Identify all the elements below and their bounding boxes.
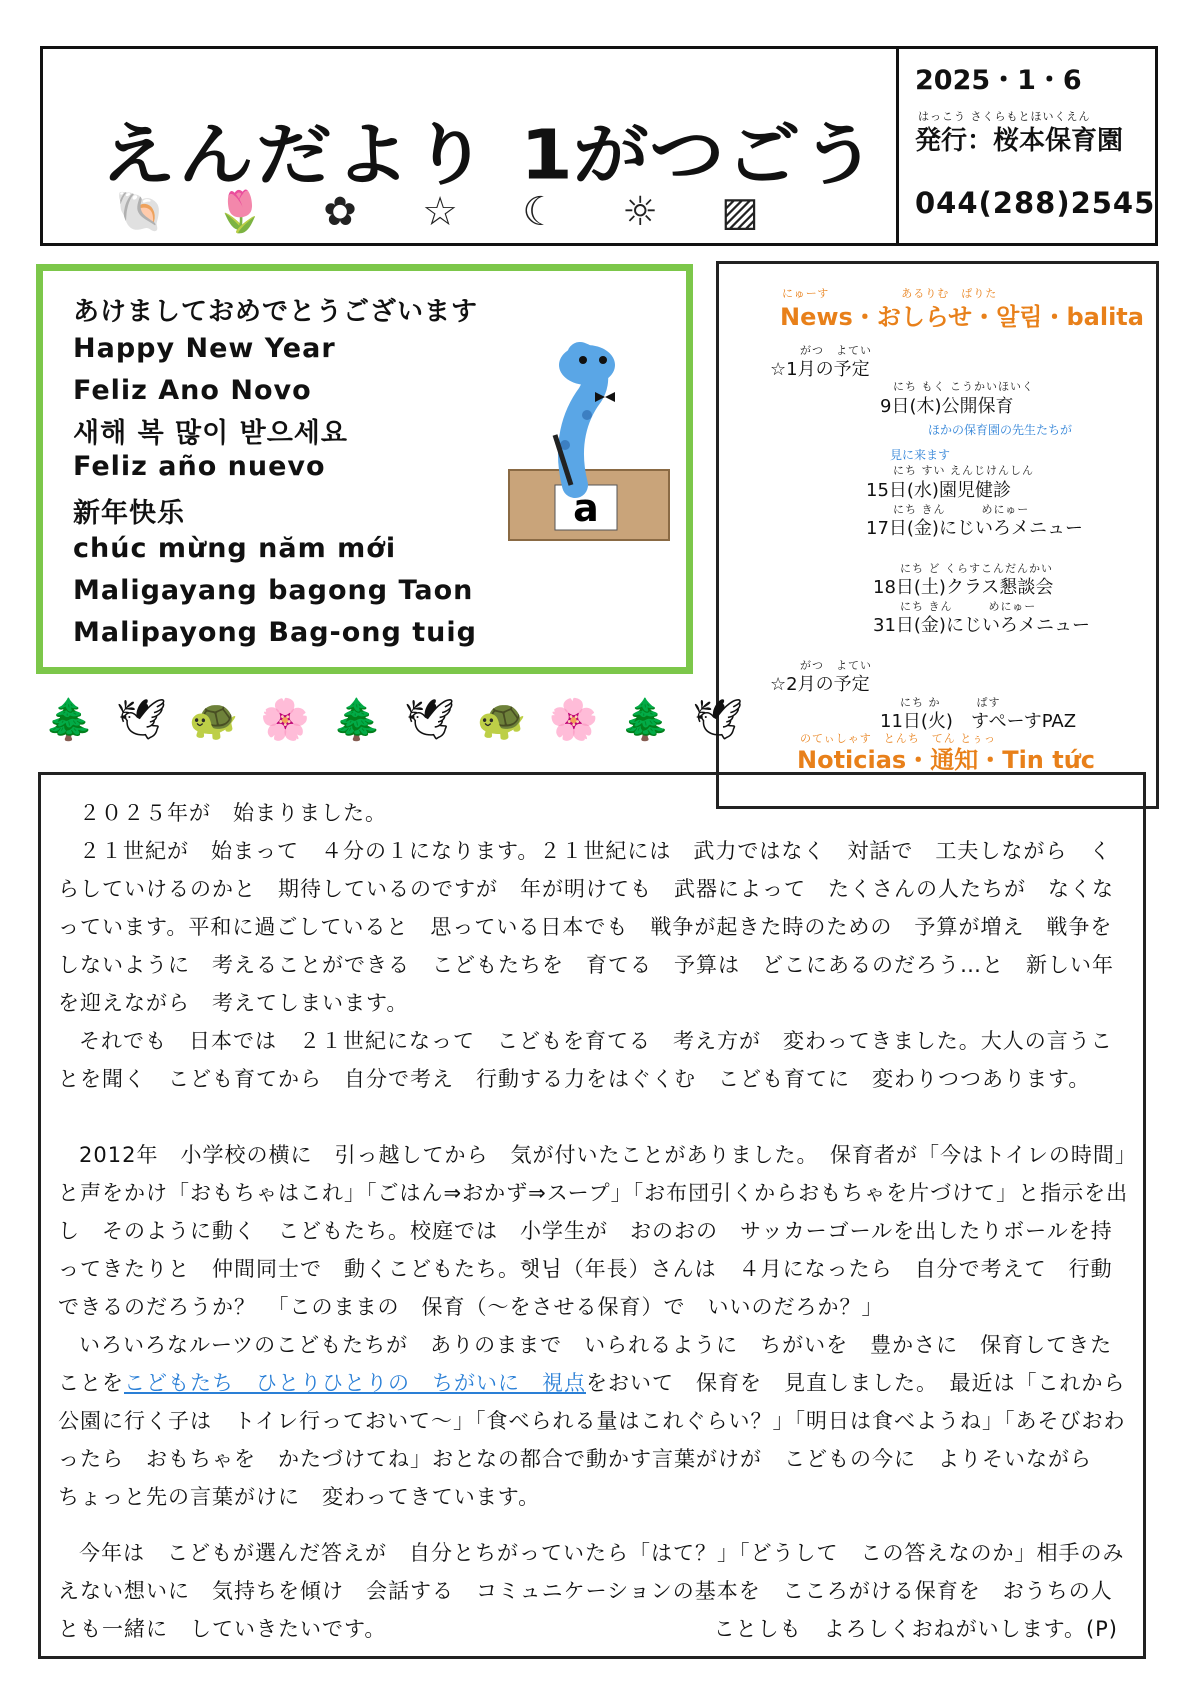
- news-heading: News・おしらせ・알림・balita: [780, 303, 1144, 331]
- schedule-item-ruby: にち もく こうかいほいく: [893, 380, 1034, 393]
- pine-icon: 🌲: [620, 697, 671, 743]
- article-text: をおいて 保育を 見直しました。 最近は「これから 公園に行く子は トイレ行っておいて～」「食べられる量はこれぐらい？」「明日は食べようね」「あそびおわったら おもちゃを かたづけてね」おとなの都合で動かす言葉がけが こどもの今に よりそいながら ちょっと先の言葉がけに 変わってきています。: [58, 1371, 1148, 1509]
- snake-calligraphy-illustration: [505, 335, 675, 545]
- schedule-note: 見に来ます: [890, 448, 951, 462]
- crane-icon: 🕊: [404, 697, 455, 743]
- news-footer-ruby: のてぃしゃす とんち てん とぅっ: [800, 732, 997, 745]
- jan-schedule-title: ☆1月の予定: [770, 359, 870, 380]
- feb-schedule-ruby: がつ よてい: [800, 659, 872, 672]
- header-icon-row: [110, 189, 770, 235]
- article-paragraph: それでも 日本では ２１世紀になって こどもを育てる 考え方が 変わってきました。大人の言うことを聞く こども育てから 自分で考え 行動する力をはぐくむ こども育てに 変わりつつあります。: [58, 1029, 1113, 1091]
- article-closing: ことしも よろしくおねがいします。(P): [713, 1617, 1118, 1641]
- greeting-english: Happy New Year: [73, 333, 336, 364]
- article-paragraph: ２１世紀が 始まって ４分の１になります。２１世紀には 武力ではなく 対話で 工夫しながら くらしていけるのかと 期待しているのですが 年が明けても 武器によって たくさんの人たちが なくなっています。平和に過ごしていると 思っている日本でも 戦争が起きた時のための 予算が増え 戦争をしないように 考えることができる こどもたちを 育てる 予算は どこにあるのだろう…と 新しい年を迎えながら 考えてしまいます。: [58, 839, 1114, 1015]
- crane-icon: 🕊: [692, 697, 744, 743]
- schedule-note: ほかの保育園の先生たちが: [928, 423, 1073, 437]
- schedule-item-ruby: にち きん めにゅー: [893, 503, 1030, 516]
- feb-item-ruby: にち か ぱす: [900, 696, 1001, 709]
- greeting-chinese: 新年快乐: [73, 498, 185, 529]
- greeting-cebuano: Malipayong Bag-ong tuig: [73, 617, 477, 648]
- greeting-vietnamese: chúc mừng năm mới: [73, 533, 397, 564]
- header-divider: [896, 46, 899, 246]
- phone-number: 044(288)2545: [915, 186, 1156, 220]
- news-footer: Noticias・通知・Tin tức: [797, 746, 1096, 774]
- schedule-item-ruby: にち すい えんじけんしん: [893, 464, 1034, 477]
- note-icon: ▨: [721, 189, 759, 235]
- feb-schedule-item: 11日(火) すぺーすPAZ: [880, 711, 1077, 732]
- schedule-item: 18日(土)クラス懇談会: [873, 577, 1054, 598]
- decoration-strip: [44, 697, 744, 743]
- flower-icon: ✿: [323, 189, 357, 235]
- article-link[interactable]: こどもたち ひとりひとりの ちがいに 視点: [124, 1371, 586, 1395]
- greeting-japanese: あけましておめでとうございます: [73, 297, 479, 327]
- schedule-item: 9日(木)公開保育: [880, 396, 1014, 417]
- schedule-item: 15日(水)園児健診: [866, 480, 1011, 501]
- issuer: 発行：桜本保育園: [915, 126, 1124, 156]
- turtle-icon: 🐢: [188, 697, 239, 743]
- shell-icon: 🐚: [115, 189, 165, 235]
- greeting-portuguese: Feliz Ano Novo: [73, 375, 312, 406]
- tulip-icon: 🌷: [215, 189, 265, 235]
- svg-text:a: a: [573, 486, 599, 530]
- issuer-ruby: はっこう さくらもとほいくえん: [918, 110, 1091, 123]
- article-paragraph: ２０２５年が 始まりました。: [79, 801, 387, 825]
- crane-icon: 🕊: [115, 697, 167, 743]
- issue-date: 2025・1・6: [915, 65, 1082, 96]
- article-paragraph: 2012年 小学校の横に 引っ越してから 気が付いたことがありました。 保育者が「今はトイレの時間」と声をかけ「おもちゃはこれ」「ごはん⇒おかず⇒スープ」「お布団引くからおもちゃを片づけて」と指示を出し そのように動く こどもたち。校庭では 小学生が おのおの サッカーゴールを出したりボールを持ってきたりと 仲間同士で 動くこどもたち。햇님（年長）さんは ４月になったら 自分で考えて 行動できるのだろうか？ 「このままの 保育（～をさせる保育）で いいのだろか？」: [58, 1143, 1129, 1319]
- sun-icon: ☼: [622, 189, 658, 235]
- moon-icon: ☾: [522, 189, 558, 235]
- article-paragraph: [58, 1326, 1148, 1516]
- schedule-item: 31日(金)にじいろメニュー: [873, 615, 1090, 636]
- turtle-icon: 🐢: [476, 697, 527, 743]
- issue-title: 1がつごう: [520, 114, 877, 195]
- article-paragraph: 今年は こどもが選んだ答えが 自分とちがっていたら「はて？」「どうして この答えなのか」相手のみえない想いに 気持ちを傾け 会話する コミュニケーションの基本を こころがける保育を おうちの人とも一緒に していきたいです。: [58, 1541, 1125, 1641]
- greeting-spanish: Feliz año nuevo: [73, 451, 326, 482]
- pine-icon: 🌲: [332, 697, 383, 743]
- schedule-item: 17日(金)にじいろメニュー: [866, 518, 1083, 539]
- schedule-item-ruby: にち きん めにゅー: [900, 600, 1037, 613]
- newsletter-title: えんだより: [100, 114, 490, 195]
- star-icon: ☆: [422, 189, 458, 235]
- feb-schedule-title: ☆2月の予定: [770, 674, 870, 695]
- plum-blossom-icon: 🌸: [548, 697, 599, 743]
- greeting-korean: 새해 복 많이 받으세요: [73, 418, 348, 449]
- article-text: いろいろなルーツのこどもたちが ありのままで いられるように ちがいを 豊かさに 保育してきたことを: [58, 1333, 1113, 1395]
- plum-blossom-icon: 🌸: [260, 697, 311, 743]
- news-heading-ruby: にゅーす あるりむ ぱりた: [782, 287, 998, 300]
- pine-icon: 🌲: [44, 697, 94, 743]
- jan-schedule-ruby: がつ よてい: [800, 344, 872, 357]
- greeting-tagalog: Maligayang bagong Taon: [73, 575, 474, 606]
- schedule-item-ruby: にち ど くらすこんだんかい: [900, 562, 1053, 575]
